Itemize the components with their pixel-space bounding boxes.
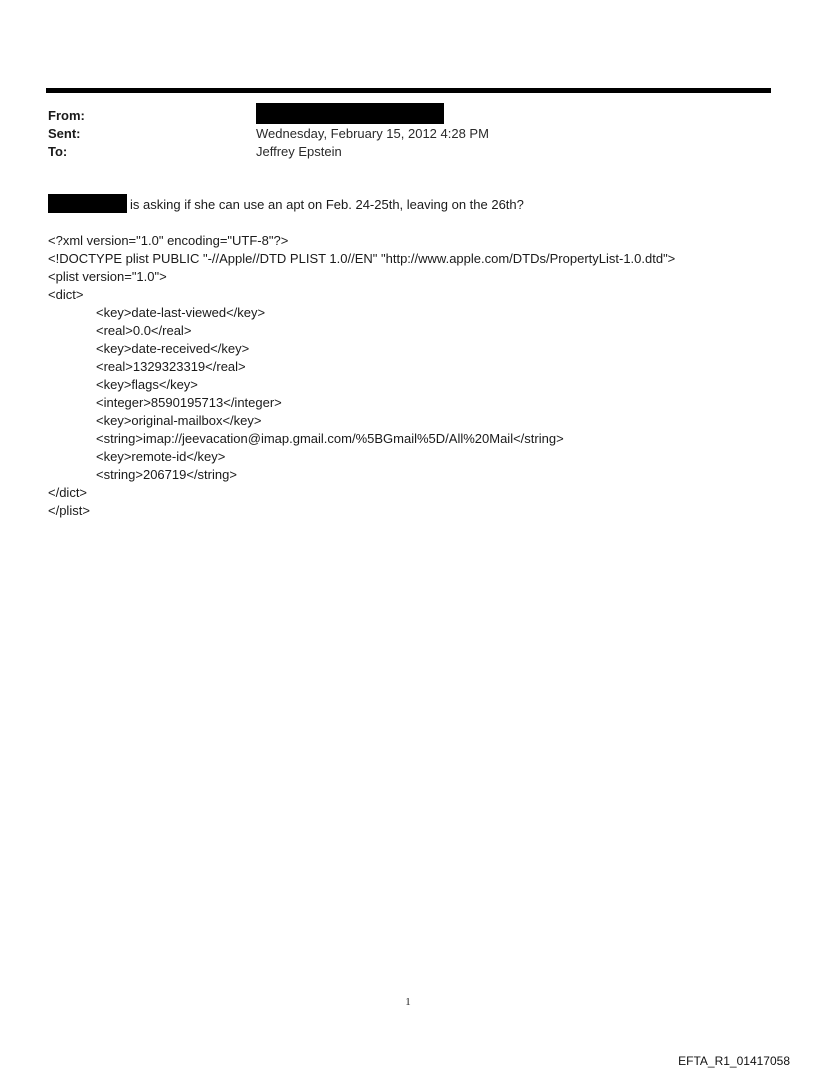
plist-line: <real>1329323319</real> [96,359,246,374]
plist-line: <key>date-received</key> [96,341,250,356]
sent-row [48,125,748,143]
plist-line: <string>imap://jeevacation@imap.gmail.com/%5BGmail%5D/All%20Mail</string> [96,431,564,446]
message-body: is asking if she can use an apt on Feb. 24-25th, leaving on the 26th? [130,197,524,212]
plist-line: <!DOCTYPE plist PUBLIC "-//Apple//DTD PLIST 1.0//EN" "http://www.apple.com/DTDs/PropertyList-1.0.dtd"> [48,251,676,266]
from-label: From: [48,108,85,123]
plist-line: <key>date-last-viewed</key> [96,305,266,320]
plist-line: <key>flags</key> [96,377,198,392]
sent-label: Sent: [48,126,81,141]
plist-line: <integer>8590195713</integer> [96,395,282,410]
plist-line: <dict> [48,287,84,302]
redacted-sender-address [256,103,444,124]
redacted-sender-name [48,194,127,213]
plist-line: <key>remote-id</key> [96,449,226,464]
plist-line: </plist> [48,503,90,518]
plist-line: <string>206719</string> [96,467,237,482]
page-number: 1 [405,996,411,1008]
plist-line: <plist version="1.0"> [48,269,167,284]
plist-line: </dict> [48,485,88,500]
bates-number: EFTA_R1_01417058 [678,1054,790,1068]
plist-line: <?xml version="1.0" encoding="UTF-8"?> [48,233,289,248]
sent-value: Wednesday, February 15, 2012 4:28 PM [256,126,489,141]
plist-line: <real>0.0</real> [96,323,192,338]
to-label: To: [48,144,68,159]
header-divider-rule [46,88,771,93]
to-value: Jeffrey Epstein [256,144,342,159]
plist-line: <key>original-mailbox</key> [96,413,262,428]
to-row [48,143,748,161]
